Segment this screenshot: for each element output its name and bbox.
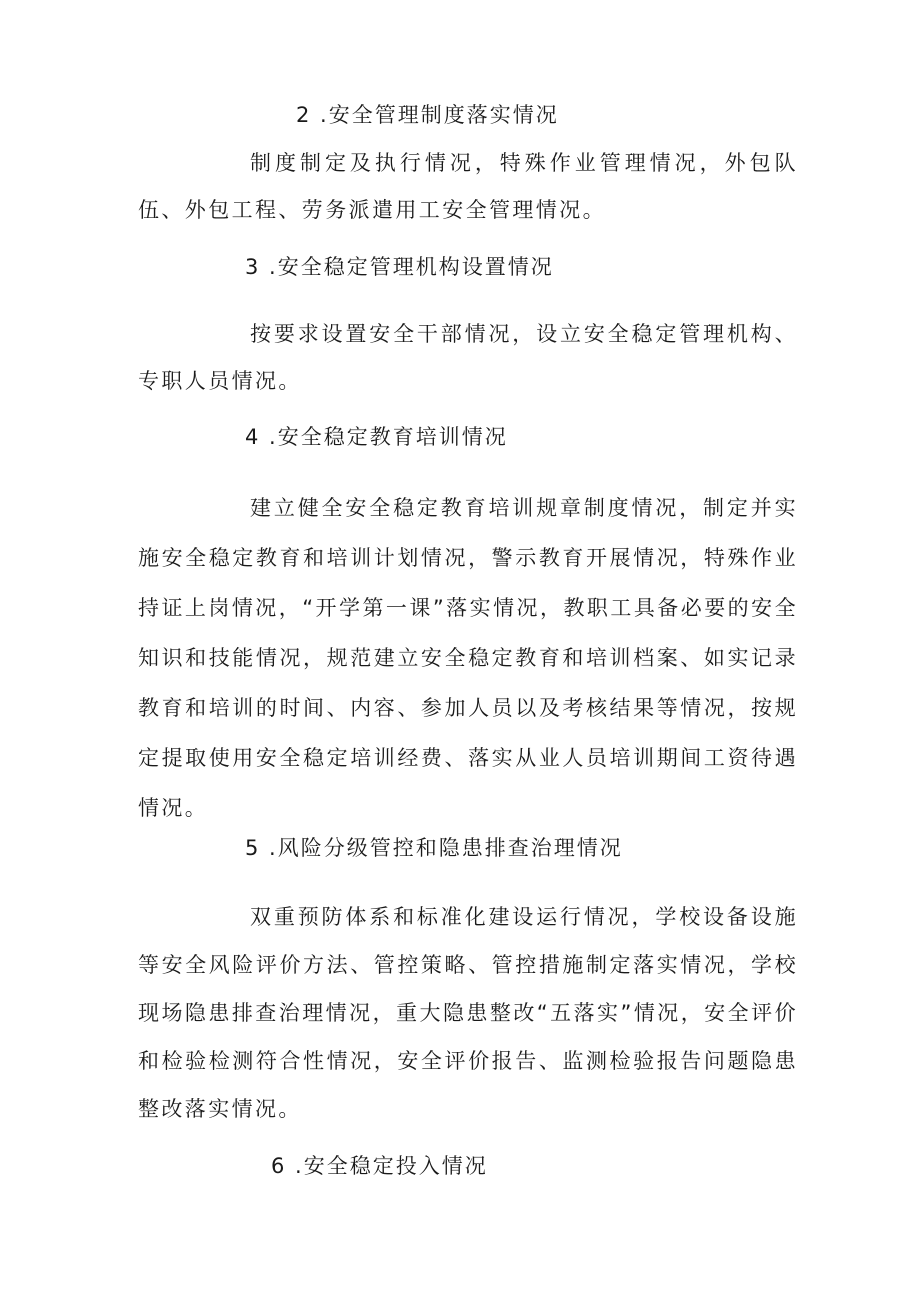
section-heading-3: 3 .安全稳定管理机构设置情况 — [245, 255, 554, 279]
section-body-3: 按要求设置安全干部情况，设立安全稳定管理机构、专职人员情况。 — [138, 322, 798, 393]
section-body-5: 双重预防体系和标准化建设运行情况，学校设备设施等安全风险评价方法、管控策略、管控措施制定落实情况，学校现场隐患排查治理情况，重大隐患整改“五落实”情况，安全评价和检验检测符合性情况，安全评价报告、监测检验报告问题隐患整改落实情况。 — [138, 905, 798, 1121]
section-heading-4: 4 .安全稳定教育培训情况 — [245, 425, 508, 449]
section-body-2: 制度制定及执行情况，特殊作业管理情况，外包队伍、外包工程、劳务派遣用工安全管理情况。 — [138, 151, 798, 222]
section-heading-6: 6 .安全稳定投入情况 — [271, 1154, 488, 1178]
section-heading-2: 2 .安全管理制度落实情况 — [296, 103, 559, 127]
section-body-4: 建立健全安全稳定教育培训规章制度情况，制定并实施安全稳定教育和培训计划情况，警示教育开展情况，特殊作业持证上岗情况，“开学第一课”落实情况，教职工具备必要的安全知识和技能情况，规范建立安全稳定教育和培训档案、如实记录教育和培训的时间、内容、参加人员以及考核结果等情况，按规定提取使用安全稳定培训经费、落实从业人员培训期间工资待遇情况。 — [138, 496, 798, 820]
section-heading-5: 5 .风险分级管控和隐患排查治理情况 — [245, 836, 623, 860]
